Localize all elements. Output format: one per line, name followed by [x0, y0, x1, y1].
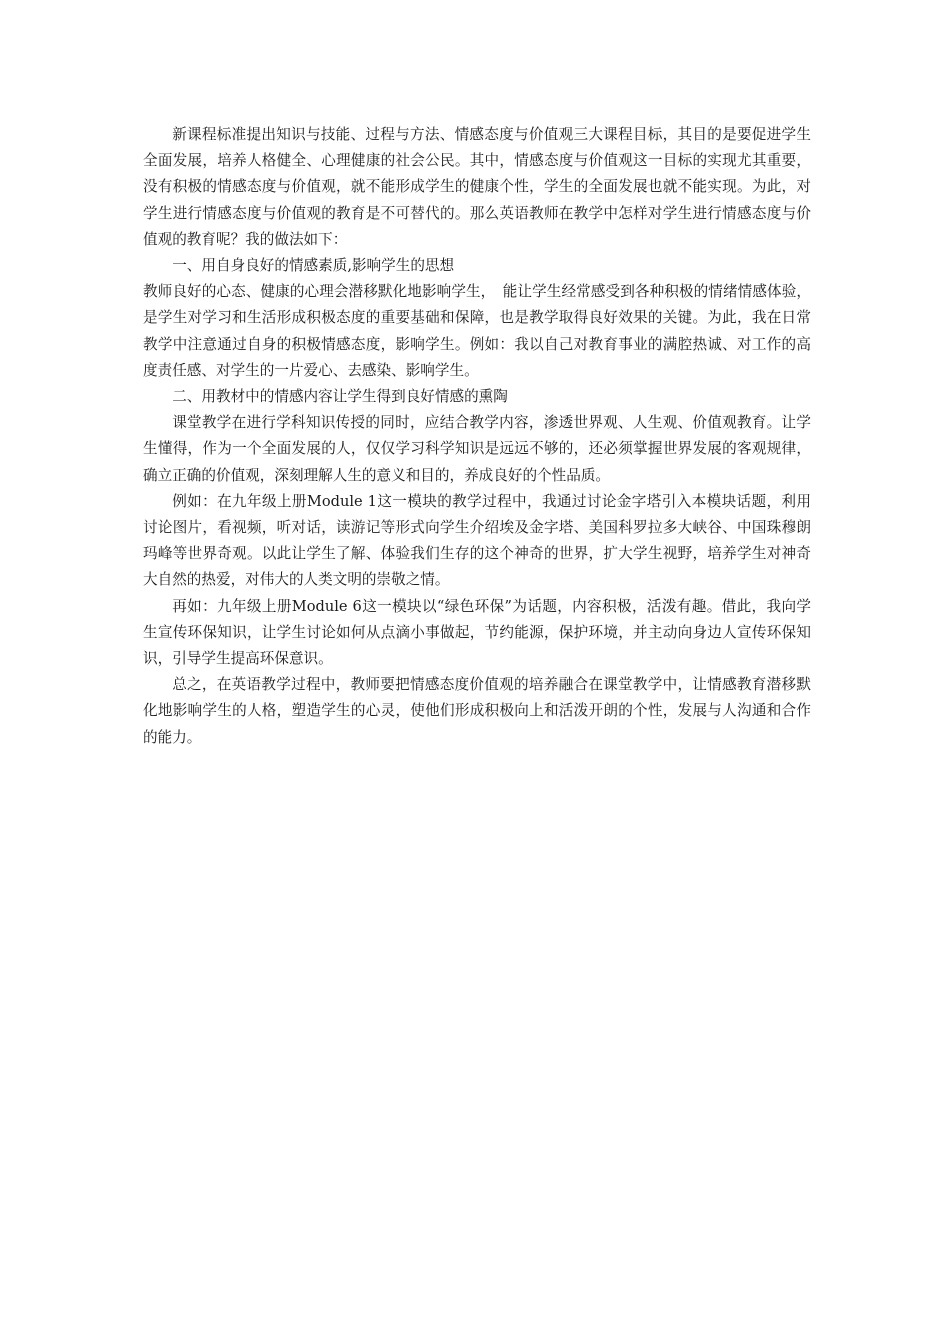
conclusion-paragraph: 总之，在英语教学过程中，教师要把情感态度价值观的培养融合在课堂教学中，让情感教育潜移默化地影响学生的人格，塑造学生的心灵，使他们形成积极向上和活泼开朗的个性，发展与人沟通和合作的能力。 [143, 676, 811, 746]
example-paragraph-1: 例如：在九年级上册Module 1这一模块的教学过程中，我通过讨论金字塔引入本模块话题，利用讨论图片，看视频，听对话，读游记等形式向学生介绍埃及金字塔、美国科罗拉多大峡谷、中国珠穆朗玛峰等世界奇观。以此让学生了解、体验我们生存的这个神奇的世界，扩大学生视野，培养学生对神奇大自然的热爱，对伟大的人类文明的崇敬之情。 [143, 492, 811, 589]
section-1-paragraph: 教师良好的心态、健康的心理会潜移默化地影响学生， 能让学生经常感受到各种积极的情绪情感体验，是学生对学习和生活形成积极态度的重要基础和保障，也是教学取得良好效果的关键。为此，我在日常教学中注意通过自身的积极情感态度，影响学生。例如：我以自己对教育事业的满腔热诚、对工作的高度责任感、对学生的一片爱心、去感染、影响学生。 [143, 283, 811, 379]
document-body [143, 122, 811, 751]
intro-paragraph: 新课程标准提出知识与技能、过程与方法、情感态度与价值观三大课程目标，其目的是要促进学生全面发展，培养人格健全、心理健康的社会公民。其中，情感态度与价值观这一目标的实现尤其重要，没有积极的情感态度与价值观，就不能形成学生的健康个性，学生的全面发展也就不能实现。为此，对学生进行情感态度与价值观的教育是不可替代的。那么英语教师在教学中怎样对学生进行情感态度与价值观的教育呢？我的做法如下： [143, 126, 811, 248]
section-heading-1: 一、用自身良好的情感素质,影响学生的思想 [172, 257, 455, 275]
example-paragraph-2: 再如：九年级上册Module 6这一模块以“绿色环保”为话题，内容积极，活泼有趣。借此，我向学生宣传环保知识，让学生讨论如何从点滴小事做起，节约能源，保护环境，并主动向身边人宣传环保知识，引导学生提高环保意识。 [143, 597, 811, 668]
section-heading-2: 二、用教材中的情感内容让学生得到良好情感的熏陶 [172, 388, 508, 406]
section-2-paragraph: 课堂教学在进行学科知识传授的同时，应结合教学内容，渗透世界观、人生观、价值观教育。让学生懂得，作为一个全面发展的人，仅仅学习科学知识是远远不够的，还必须掌握世界发展的客观规律，确立正确的价值观，深刻理解人生的意义和目的，养成良好的个性品质。 [143, 414, 811, 484]
